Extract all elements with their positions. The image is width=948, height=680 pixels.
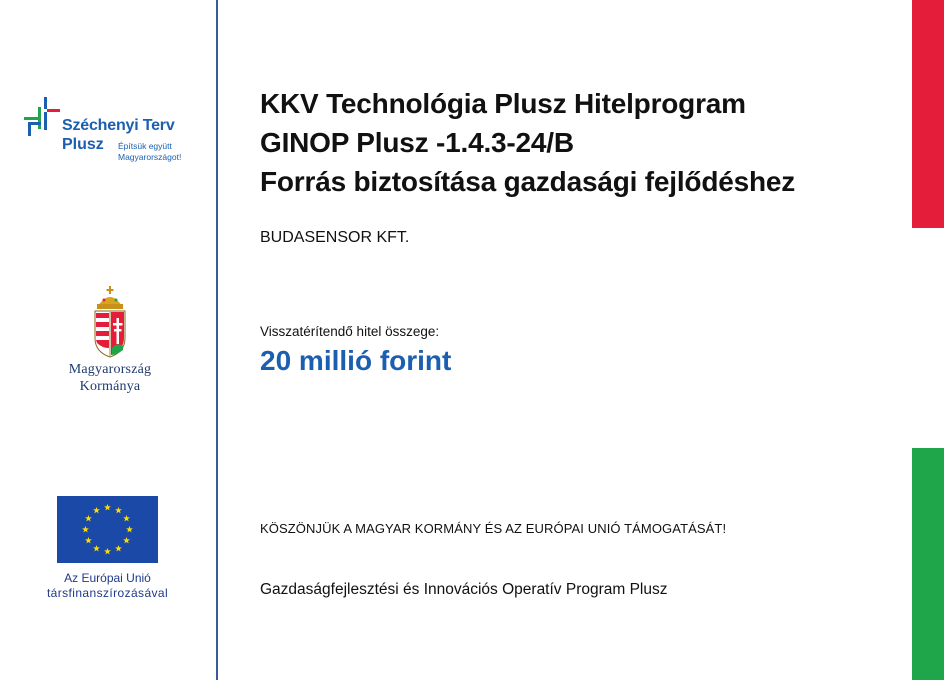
- loan-amount-value: 20 millió forint: [260, 345, 452, 376]
- flag-stripe-green: [912, 448, 944, 680]
- szechenyi-tagline-1: Építsük együtt: [118, 141, 172, 151]
- eu-logo: [20, 496, 200, 606]
- eu-flag-icon: [57, 496, 158, 563]
- eu-caption-line-1: Az Európai Unió: [64, 571, 151, 585]
- vertical-divider: [216, 0, 218, 680]
- szechenyi-cross-icon: [24, 97, 60, 137]
- szechenyi-tagline-2: Magyarországot!: [118, 152, 182, 162]
- szechenyi-plus: Plusz: [62, 136, 104, 153]
- logo-sidebar: [0, 0, 217, 680]
- eu-caption-line-2: társfinanszírozásával: [46, 586, 169, 600]
- government-name-line-1: Magyarország: [68, 362, 152, 377]
- flag-stripe-red: [912, 0, 944, 228]
- thanks-statement: KÖSZÖNJÜK A MAGYAR KORMÁNY ÉS AZ EURÓPAI UNIÓ TÁMOGATÁSÁT!: [260, 521, 727, 536]
- beneficiary-company: BUDASENSOR KFT.: [260, 229, 410, 246]
- loan-amount-label: Visszatérítendő hitel összege:: [260, 324, 440, 339]
- szechenyi-terv-logo: [24, 97, 204, 167]
- project-title-line-1: KKV Technológia Plusz Hitelprogram: [260, 88, 746, 119]
- project-title-line-3: Forrás biztosítása gazdasági fejlődéshez: [260, 166, 796, 197]
- government-name-line-2: Kormánya: [79, 379, 141, 394]
- project-title-line-2: GINOP Plusz -1.4.3-24/B: [260, 127, 574, 158]
- szechenyi-title: Széchenyi Terv: [62, 117, 175, 134]
- operative-program-name: Gazdaságfejlesztési és Innovációs Operatív Program Plusz: [260, 581, 668, 598]
- hungarian-coat-of-arms-icon: [90, 286, 130, 358]
- government-logo: [40, 286, 180, 396]
